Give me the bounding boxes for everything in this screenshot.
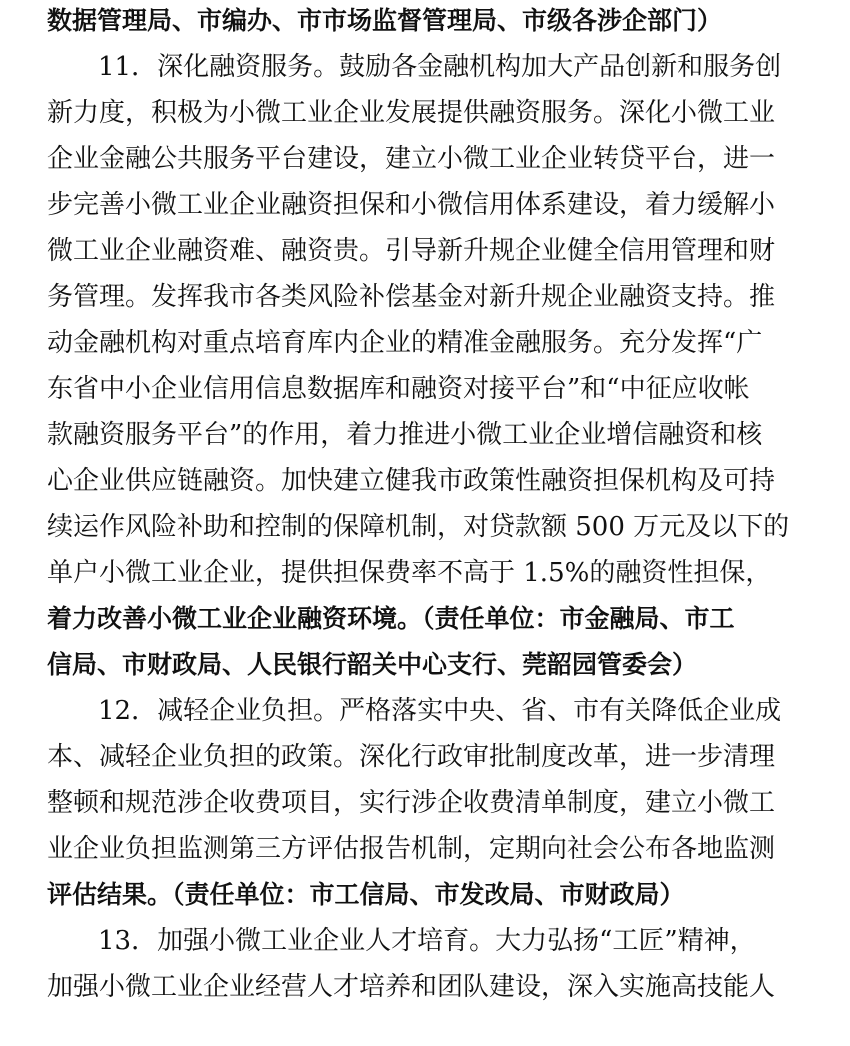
text-line-7: 务管理。发挥我市各类风险补偿基金对新升规企业融资支持。推 [47, 282, 776, 312]
text-line-9: 东省中小企业信用信息数据库和融资对接平台”和“中征应收帐 [47, 374, 750, 404]
responsibility-line-11a: 着力改善小微工业企业融资环境。（责任单位：市金融局、市工 [47, 604, 735, 633]
text-line-1: 数据管理局、市编办、市市场监督管理局、市级各涉企部门） [47, 6, 723, 35]
text-line-17: 本、减轻企业负担的政策。深化行政审批制度改革，进一步清理 [47, 742, 776, 772]
text-line-6: 微工业企业融资难、融资贵。引导新升规企业健全信用管理和财 [47, 236, 776, 266]
paragraph-11-heading-line: 11．深化融资服务。鼓励各金融机构加大产品创新和服务创 [98, 52, 782, 82]
text-line-8: 动金融机构对重点培育库内企业的精准金融服务。充分发挥“广 [47, 328, 763, 358]
responsibility-line-12: 评估结果。（责任单位：市工信局、市发改局、市财政局） [47, 880, 685, 909]
text-line-10: 款融资服务平台”的作用，着力推进小微工业企业增信融资和核 [47, 420, 763, 450]
text-line-4: 企业金融公共服务平台建设，建立小微工业企业转贷平台，进一 [47, 144, 776, 174]
text-line-18: 整顿和规范涉企收费项目，实行涉企收费清单制度，建立小微工 [47, 788, 776, 818]
paragraph-12-heading-line: 12．减轻企业负担。严格落实中央、省、市有关降低企业成 [98, 696, 782, 726]
text-line-22: 加强小微工业企业经营人才培养和团队建设，深入实施高技能人 [47, 972, 776, 1002]
text-line-12: 续运作风险补助和控制的保障机制，对贷款额 500 万元及以下的 [47, 512, 790, 542]
text-line-3: 新力度，积极为小微工业企业发展提供融资服务。深化小微工业 [47, 98, 776, 128]
responsibility-line-11b: 信局、市财政局、人民银行韶关中心支行、莞韶园管委会） [47, 650, 698, 679]
text-line-5: 步完善小微工业企业融资担保和小微信用体系建设，着力缓解小 [47, 190, 776, 220]
paragraph-13-heading-line: 13．加强小微工业企业人才培育。大力弘扬“工匠”精神， [98, 926, 756, 956]
text-line-11: 心企业供应链融资。加快建立健我市政策性融资担保机构及可持 [47, 466, 776, 496]
text-line-19: 业企业负担监测第三方评估报告机制，定期向社会公布各地监测 [47, 834, 776, 864]
text-line-13: 单户小微工业企业，提供担保费率不高于 1.5%的融资性担保， [47, 558, 772, 588]
